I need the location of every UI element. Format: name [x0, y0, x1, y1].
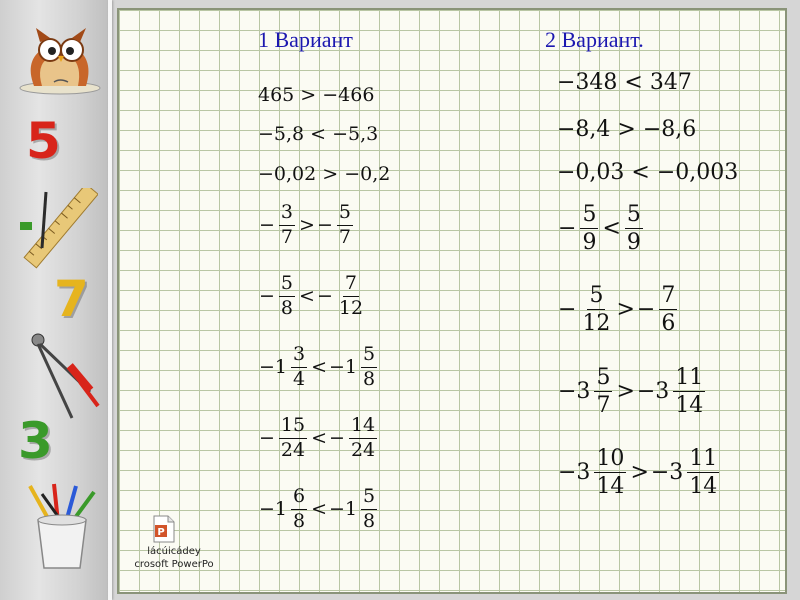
- v2-row-5: − $\frac{5}{12}$ > − $\frac{7}{6}$: [558, 283, 676, 337]
- powerpoint-file-icon[interactable]: [152, 515, 176, 543]
- ruler-icon: [14, 188, 98, 278]
- v2-row-6: −3 $\frac{5}{7}$ > −3 $\frac{11}{14}$: [558, 365, 704, 419]
- pencil-cup-icon: [20, 482, 104, 572]
- embedded-object-label-line2: crosoft PowerPo: [134, 559, 214, 570]
- svg-text:P: P: [157, 527, 165, 538]
- v1-row-2: −5,8 < −5,3: [258, 123, 379, 145]
- embedded-object-label-line1: lácúicádey: [147, 546, 201, 557]
- v2-row-1: −348 < 347: [557, 70, 692, 95]
- digit-3-decoration: 3: [18, 412, 53, 470]
- owl-icon: [14, 20, 106, 95]
- variant-2-heading: 2 Вариант.: [545, 27, 644, 52]
- sidebar-edge: [108, 0, 112, 600]
- digit-7-decoration: 7: [54, 270, 89, 328]
- variant-1-heading: 1 Вариант: [258, 27, 353, 52]
- digit-5-decoration: 5: [26, 112, 61, 170]
- v2-row-4: − $\frac{5}{9}$ < $\frac{5}{9}$: [558, 202, 641, 256]
- grid-paper: [117, 8, 787, 594]
- v2-row-2: −8,4 > −8,6: [557, 117, 697, 142]
- v1-row-8: −1 $\frac{6}{8}$ < −1 $\frac{5}{8}$: [259, 485, 376, 532]
- embedded-object-label[interactable]: [124, 545, 224, 571]
- v2-row-7: −3 $\frac{10}{14}$ > −3 $\frac{11}{14}$: [558, 446, 718, 500]
- v2-row-3: −0,03 < −0,003: [557, 160, 739, 185]
- v1-row-5: − $\frac{5}{8}$ < − $\frac{7}{12}$: [259, 272, 364, 319]
- v1-row-7: − $\frac{15}{24}$ < − $\frac{14}{24}$: [259, 414, 376, 461]
- v1-row-1: 465 > −466: [258, 84, 375, 106]
- v1-row-4: − $\frac{3}{7}$ > − $\frac{5}{7}$: [259, 201, 351, 248]
- v1-row-6: −1 $\frac{3}{4}$ < −1 $\frac{5}{8}$: [259, 343, 376, 390]
- compass-icon: [20, 322, 104, 422]
- v1-row-3: −0,02 > −0,2: [258, 163, 391, 185]
